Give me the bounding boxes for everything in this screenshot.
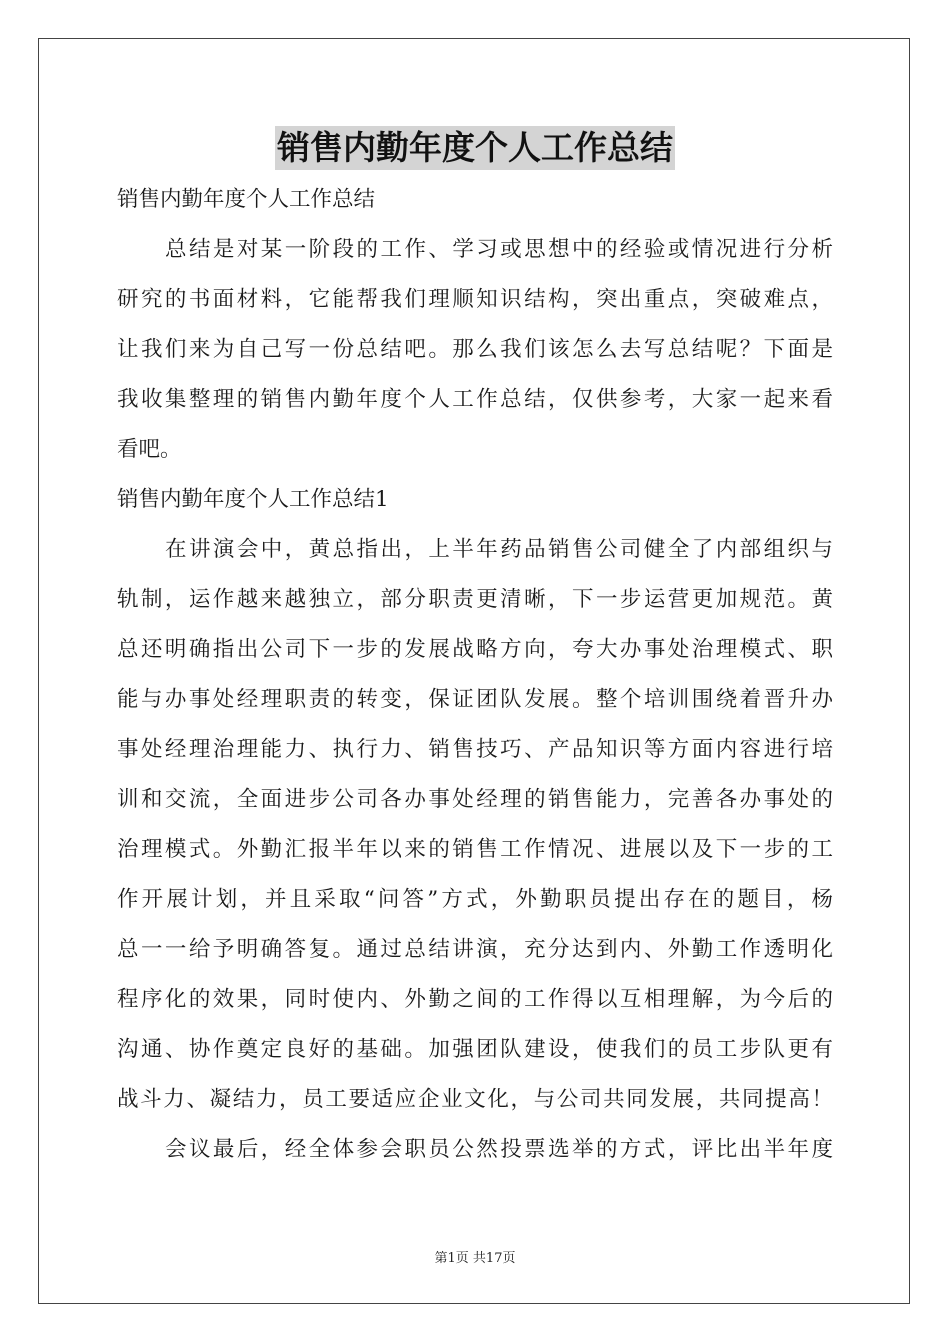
document-title: 销售内勤年度个人工作总结 xyxy=(275,126,675,170)
text-line: 销售内勤年度个人工作总结 xyxy=(117,187,376,212)
text-line: 程序化的效果，同时使内、外勤之间的工作得以互相理解，为今后的 xyxy=(117,987,833,1012)
text-line: 沟通、协作奠定良好的基础。加强团队建设，使我们的员工步队更有 xyxy=(117,1037,833,1062)
text-line: 训和交流，全面进步公司各办事处经理的销售能力，完善各办事处的 xyxy=(117,787,833,812)
text-line: 看吧。 xyxy=(117,437,182,462)
text-line: 会议最后，经全体参会职员公然投票选举的方式，评比出半年度 xyxy=(165,1137,833,1162)
text-line: 让我们来为自己写一份总结吧。那么我们该怎么去写总结呢？下面是 xyxy=(117,337,833,362)
text-line: 战斗力、凝结力，员工要适应企业文化，与公司共同发展，共同提高！ xyxy=(117,1087,833,1112)
text-line: 作开展计划，并且采取“问答”方式，外勤职员提出存在的题目，杨 xyxy=(117,887,833,912)
title-container xyxy=(0,126,950,170)
text-line: 总一一给予明确答复。通过总结讲演，充分达到内、外勤工作透明化 xyxy=(117,937,833,962)
text-line: 研究的书面材料，它能帮我们理顺知识结构，突出重点，突破难点， xyxy=(117,287,833,312)
document-body xyxy=(117,175,833,1175)
text-line: 能与办事处经理职责的转变，保证团队发展。整个培训围绕着晋升办 xyxy=(117,687,833,712)
text-line: 治理模式。外勤汇报半年以来的销售工作情况、进展以及下一步的工 xyxy=(117,837,833,862)
page-footer: 第1页 共17页 xyxy=(434,1251,516,1266)
text-line: 轨制，运作越来越独立，部分职责更清晰，下一步运营更加规范。黄 xyxy=(117,587,833,612)
text-line: 事处经理治理能力、执行力、销售技巧、产品知识等方面内容进行培 xyxy=(117,737,833,762)
text-line: 总还明确指出公司下一步的发展战略方向，夸大办事处治理模式、职 xyxy=(117,637,833,662)
text-line: 在讲演会中，黄总指出，上半年药品销售公司健全了内部组织与 xyxy=(165,537,833,562)
text-line: 总结是对某一阶段的工作、学习或思想中的经验或情况进行分析 xyxy=(165,237,833,262)
text-line: 销售内勤年度个人工作总结1 xyxy=(117,487,389,512)
text-line: 我收集整理的销售内勤年度个人工作总结，仅供参考，大家一起来看 xyxy=(117,387,833,412)
